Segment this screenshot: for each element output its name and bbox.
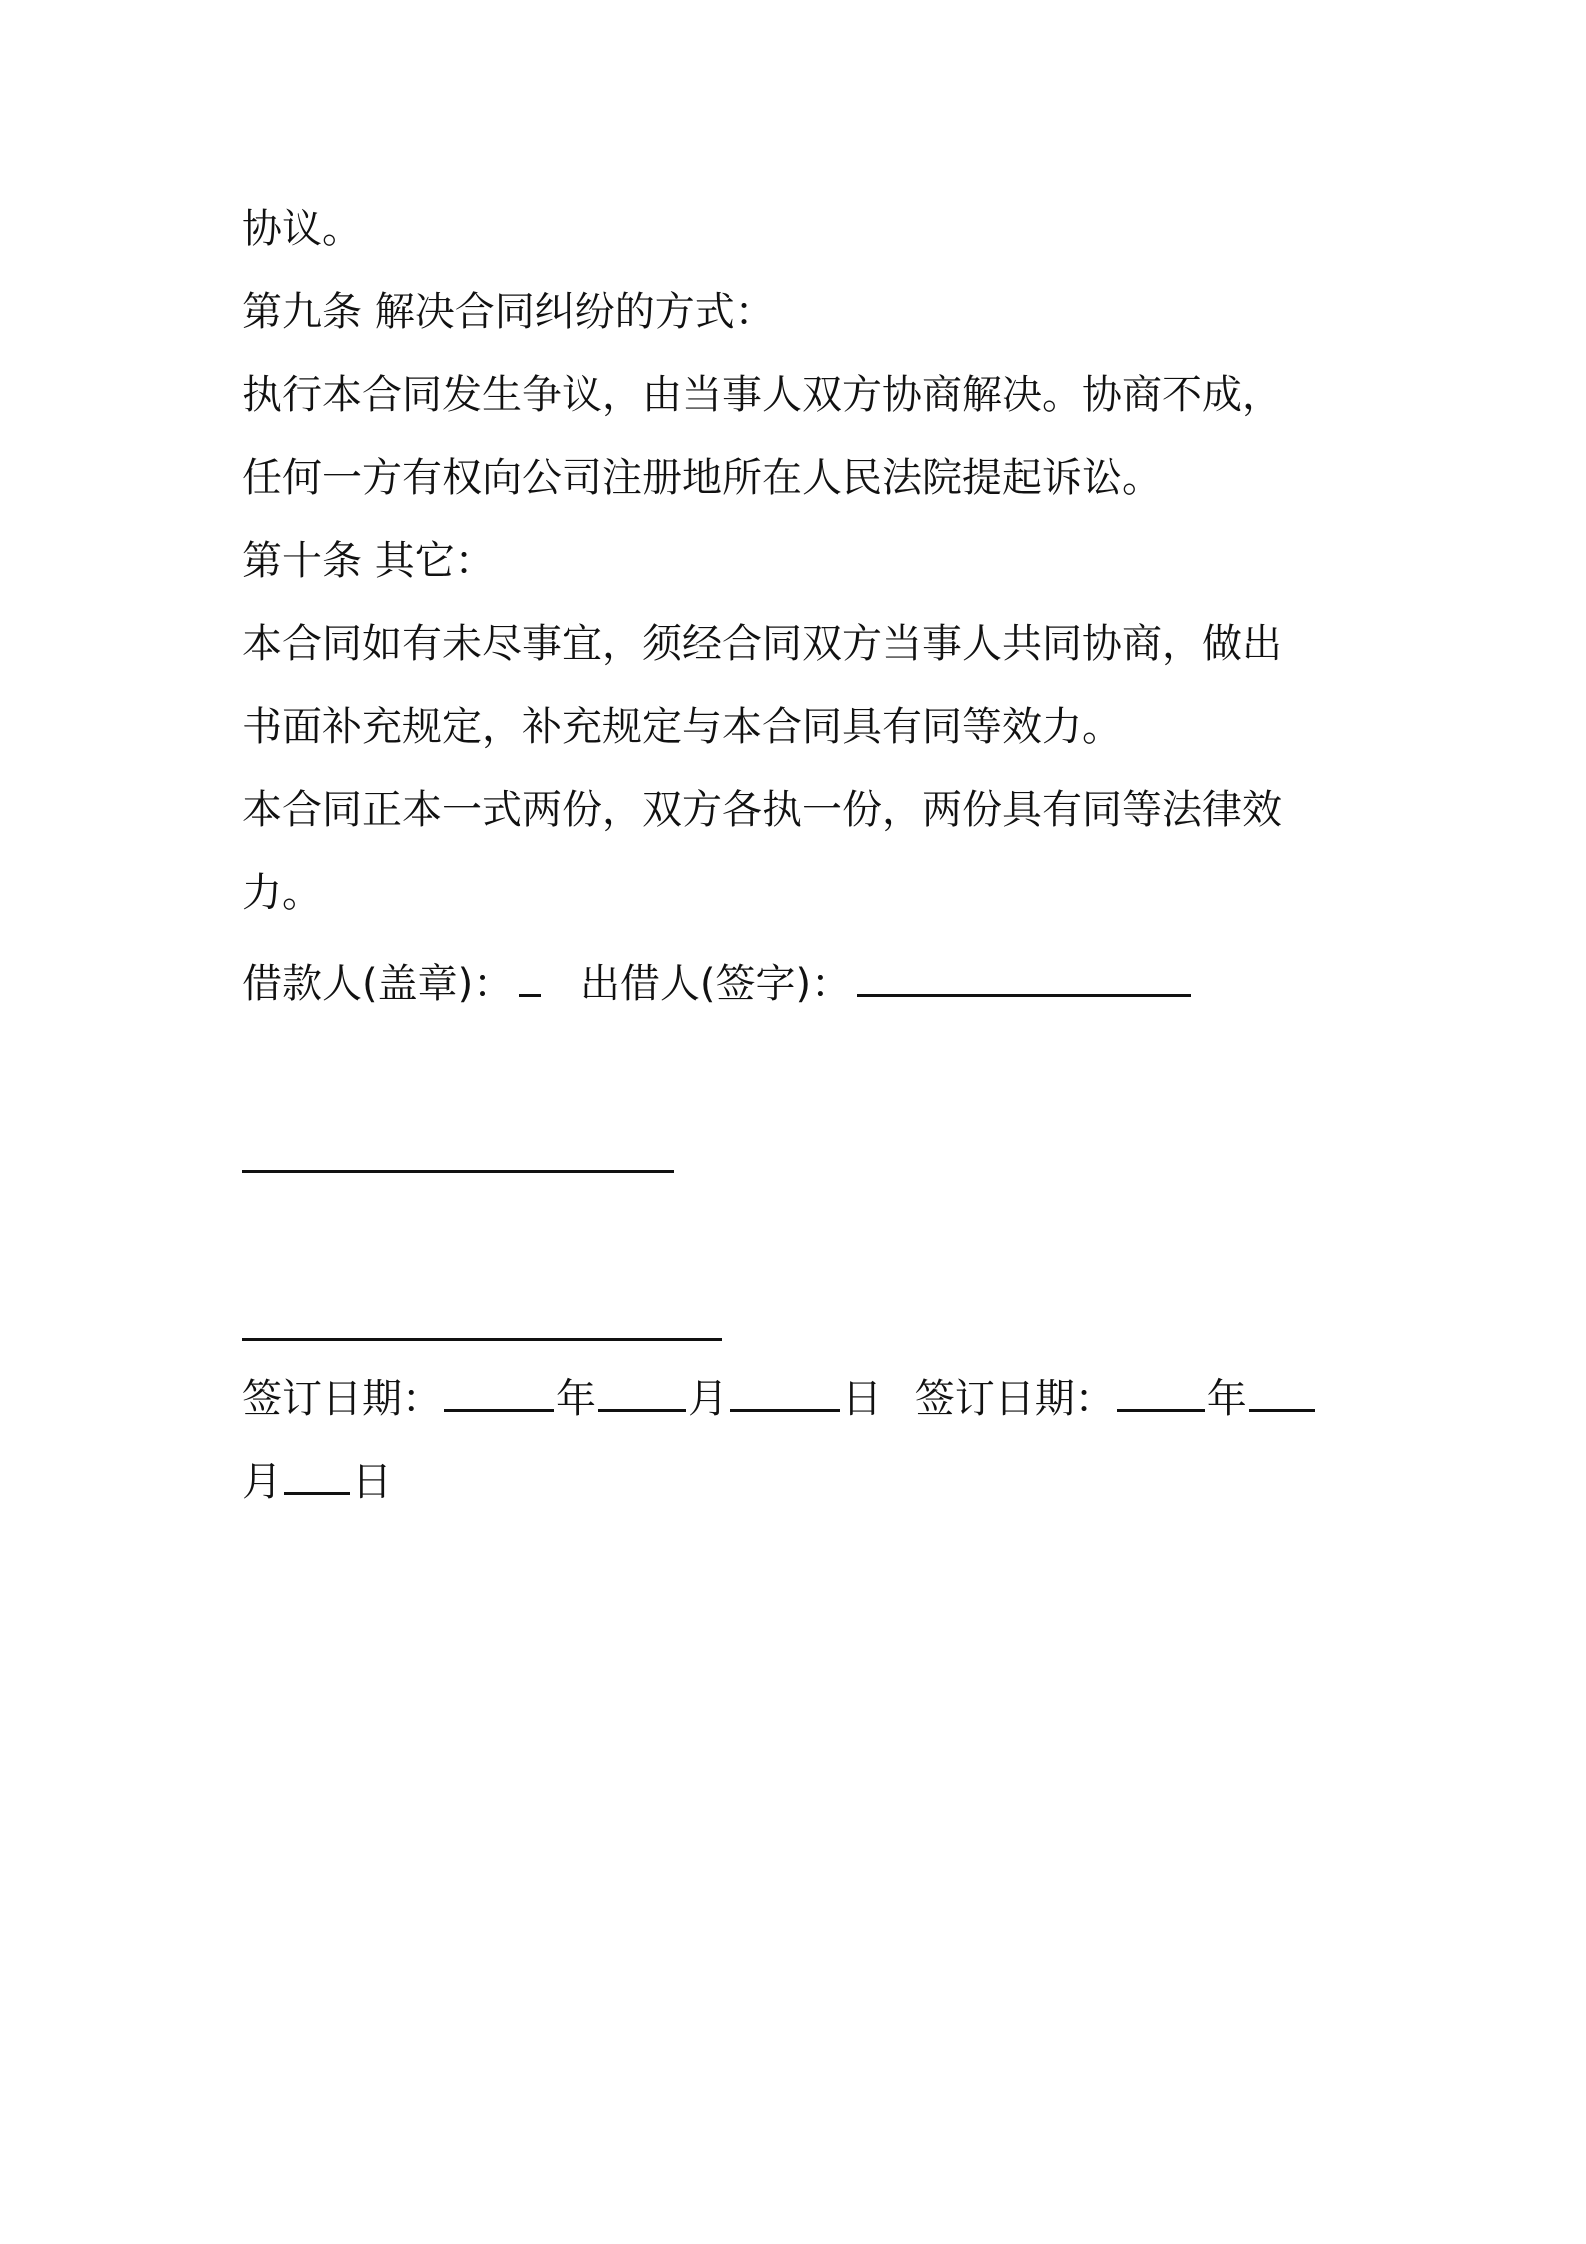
paragraph-text: 力。 bbox=[242, 870, 322, 916]
date-label-2: 签订日期： bbox=[914, 1376, 1115, 1422]
article-9-title: 第九条 解决合同纠纷的方式： bbox=[242, 289, 775, 335]
borrower-label: 借款人(盖章)： bbox=[242, 961, 514, 1007]
borrower-blank bbox=[519, 964, 541, 997]
year-label: 年 bbox=[556, 1376, 596, 1422]
date-label-1: 签订日期： bbox=[242, 1376, 442, 1422]
month-blank-1 bbox=[598, 1379, 686, 1412]
year-label: 年 bbox=[1206, 1376, 1247, 1422]
day-blank-2 bbox=[284, 1462, 350, 1495]
paragraph-text: 协议。 bbox=[242, 206, 362, 252]
paragraph-text: 任何一方有权向公司注册地所在人民法院提起诉讼。 bbox=[242, 455, 1162, 501]
signature-line-date-cont bbox=[242, 1458, 1352, 1506]
day-label: 日 bbox=[352, 1459, 392, 1505]
day-label: 日 bbox=[842, 1376, 882, 1422]
paragraph-text: 执行本合同发生争议，由当事人双方协商解决。协商不成， bbox=[242, 372, 1282, 418]
article-10-title: 第十条 其它： bbox=[242, 538, 495, 584]
signature-line-date bbox=[242, 1375, 1352, 1423]
id-number-blank bbox=[242, 1170, 674, 1173]
signature-line-parties bbox=[242, 960, 1352, 1008]
phone-blank-2 bbox=[242, 1338, 722, 1341]
paragraph-text: 本合同正本一式两份，双方各执一份，两份具有同等法律效 bbox=[242, 787, 1282, 833]
month-label: 月 bbox=[688, 1376, 728, 1422]
lender-label: 出借人(签字)： bbox=[579, 961, 852, 1007]
paragraph-text: 书面补充规定，补充规定与本合同具有同等效力。 bbox=[242, 704, 1122, 750]
paragraph-text: 本合同如有未尽事宜，须经合同双方当事人共同协商，做出 bbox=[242, 621, 1282, 667]
day-blank-1 bbox=[730, 1379, 840, 1412]
year-blank-2 bbox=[1117, 1379, 1205, 1412]
month-label: 月 bbox=[242, 1459, 282, 1505]
lender-blank bbox=[857, 964, 1191, 997]
month-blank-2 bbox=[1249, 1379, 1315, 1412]
year-blank-1 bbox=[444, 1379, 554, 1412]
